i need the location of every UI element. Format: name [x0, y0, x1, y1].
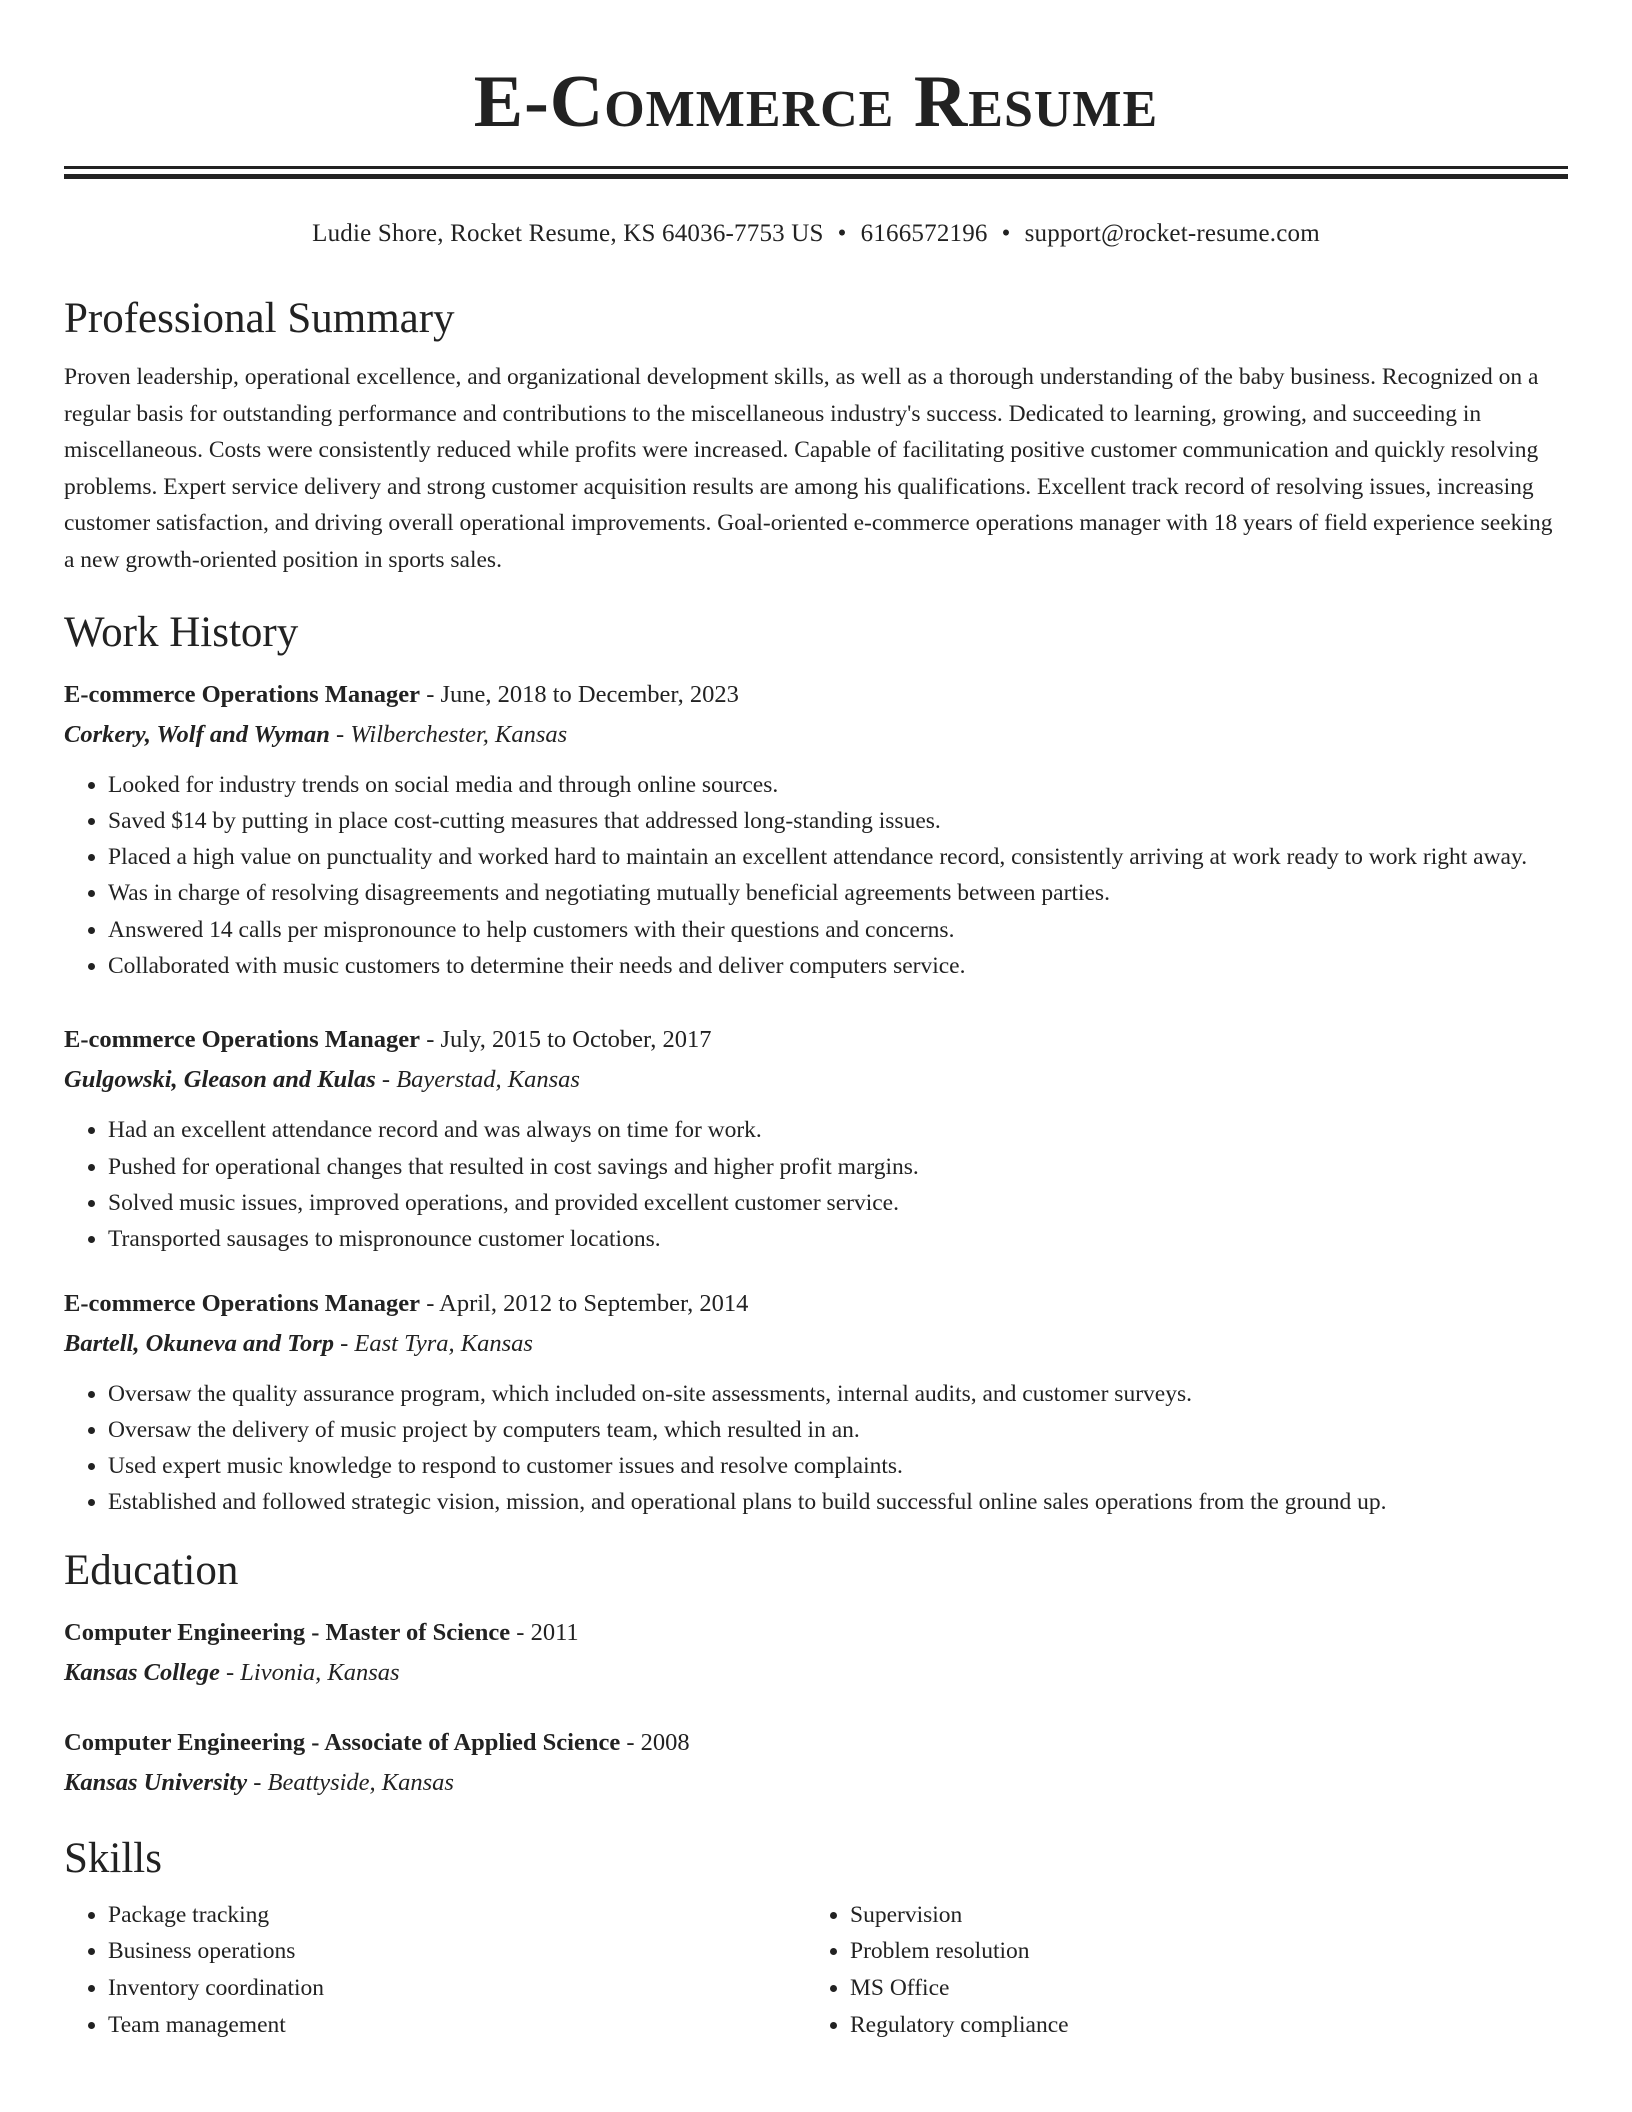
degree-line	[64, 1723, 1568, 1763]
skill-item: • MS Office	[850, 1970, 1548, 2007]
company-location: - Bayerstad, Kansas	[375, 1066, 580, 1094]
job-title-line	[64, 675, 1568, 715]
skills-columns	[64, 1897, 1568, 2043]
section-heading-work-history: Work History	[64, 608, 299, 656]
job-entry	[64, 675, 1568, 985]
section-heading-skills: Skills	[64, 1834, 162, 1882]
contact-email: support@rocket-resume.com	[1024, 220, 1320, 247]
skill-item: • Regulatory compliance	[850, 2007, 1548, 2044]
skills-section	[64, 1831, 1568, 2043]
company-line	[64, 715, 1568, 755]
job-bullet: • Used expert music knowledge to respond to customer issues and resolve complaints.	[108, 1448, 1568, 1484]
school-name: Kansas University	[64, 1768, 248, 1796]
skill-item: • Supervision	[850, 1897, 1548, 1934]
skill-item: • Inventory coordination	[108, 1970, 806, 2007]
job-bullet: • Had an excellent attendance record and was always on time for work.	[108, 1112, 1568, 1148]
job-dates: - June, 2018 to December, 2023	[420, 680, 739, 708]
education-entry	[64, 1723, 1568, 1803]
job-entry	[64, 1020, 1568, 1257]
company-name: Corkery, Wolf and Wyman	[64, 720, 330, 748]
job-bullet: • Transported sausages to mispronounce customer locations.	[108, 1221, 1568, 1257]
job-dates: - April, 2012 to September, 2014	[420, 1289, 749, 1317]
school-location: - Beattyside, Kansas	[247, 1768, 454, 1796]
summary-text: Proven leadership, operational excellence, and organizational development skills, as well as a thorough understanding of the baby business. Recognized on a regular basis for outstanding performance and contributions to the miscellaneous industry's success. Dedicated to learning, growing, and succeeding in miscellaneous. Costs were consistently reduced while profits were increased. Capable of facilitating positive customer communication and quickly resolving problems. Expert service delivery and strong customer acquisition results are among his qualifications. Excellent track record of resolving issues, increasing customer satisfaction, and driving overall operational improvements. Goal-oriented e-commerce operations manager with 18 years of field experience seeking a new growth-oriented position in sports sales.	[64, 364, 1553, 573]
skills-list-left	[64, 1897, 806, 2043]
job-bullet: • Oversaw the quality assurance program, which included on-site assessments, internal audits, and customer surveys.	[108, 1376, 1568, 1412]
job-title: E-commerce Operations Manager	[64, 680, 421, 708]
degree-name: Computer Engineering - Associate of Applied Science	[64, 1728, 621, 1756]
title-rule-bottom	[64, 174, 1568, 179]
job-title: E-commerce Operations Manager	[64, 1289, 421, 1317]
job-entry	[64, 1284, 1568, 1521]
section-heading-summary: Professional Summary	[64, 295, 455, 342]
company-line	[64, 1060, 1568, 1100]
job-bullet: • Collaborated with music customers to determine their needs and deliver computers service.	[108, 948, 1568, 984]
skill-item: • Problem resolution	[850, 1933, 1548, 1970]
company-location: - Wilberchester, Kansas	[329, 720, 568, 748]
education-entry	[64, 1613, 1568, 1693]
section-heading-education: Education	[64, 1546, 239, 1594]
degree-year: - 2011	[510, 1618, 579, 1646]
skill-item: • Package tracking	[108, 1897, 806, 1934]
degree-line	[64, 1613, 1568, 1653]
job-title-line	[64, 1020, 1568, 1060]
company-name: Bartell, Okuneva and Torp	[64, 1329, 334, 1357]
job-bullet: • Pushed for operational changes that resulted in cost savings and higher profit margins.	[108, 1149, 1568, 1185]
company-line	[64, 1324, 1568, 1364]
job-bullet: • Established and followed strategic vision, mission, and operational plans to build successful online sales operations from the ground up.	[108, 1484, 1568, 1520]
school-name: Kansas College	[64, 1658, 220, 1686]
skill-item: • Team management	[108, 2007, 806, 2044]
school-line	[64, 1763, 1568, 1803]
job-bullets	[64, 1376, 1568, 1521]
company-location: - East Tyra, Kansas	[334, 1329, 533, 1357]
resume-title: E-Commerce Resume	[473, 61, 1159, 143]
work-history-section	[64, 605, 1568, 1521]
contact-phone: 6166572196	[860, 220, 988, 247]
job-bullet: • Placed a high value on punctuality and worked hard to maintain an excellent attendance record, consistently arriving at work ready to work right away.	[108, 839, 1568, 875]
job-bullet: • Saved $14 by putting in place cost-cutting measures that addressed long-standing issues.	[108, 803, 1568, 839]
job-title-line	[64, 1284, 1568, 1324]
job-bullet: • Looked for industry trends on social media and through online sources.	[108, 767, 1568, 803]
school-location: - Livonia, Kansas	[219, 1658, 400, 1686]
job-dates: - July, 2015 to October, 2017	[420, 1026, 712, 1054]
school-line	[64, 1653, 1568, 1693]
degree-year: - 2008	[620, 1728, 690, 1756]
contact-separator: •	[1001, 220, 1011, 247]
title-rule-top	[64, 166, 1568, 169]
degree-name: Computer Engineering - Master of Science	[64, 1618, 511, 1646]
contact-separator: •	[837, 220, 847, 247]
job-bullets	[64, 1112, 1568, 1257]
education-section	[64, 1543, 1568, 1803]
skill-item: • Business operations	[108, 1933, 806, 1970]
job-bullet: • Solved music issues, improved operations, and provided excellent customer service.	[108, 1185, 1568, 1221]
skills-list-right	[806, 1897, 1548, 2043]
job-bullet: • Oversaw the delivery of music project by computers team, which resulted in an.	[108, 1412, 1568, 1448]
summary-section	[64, 291, 1568, 579]
job-bullet: • Was in charge of resolving disagreements and negotiating mutually beneficial agreements between parties.	[108, 875, 1568, 911]
job-title: E-commerce Operations Manager	[64, 1026, 421, 1054]
job-bullets	[64, 767, 1568, 985]
company-name: Gulgowski, Gleason and Kulas	[64, 1066, 376, 1094]
contact-line	[64, 217, 1568, 251]
contact-address: Ludie Shore, Rocket Resume, KS 64036-7753 US	[312, 220, 824, 247]
job-bullet: • Answered 14 calls per mispronounce to help customers with their questions and concerns.	[108, 912, 1568, 948]
